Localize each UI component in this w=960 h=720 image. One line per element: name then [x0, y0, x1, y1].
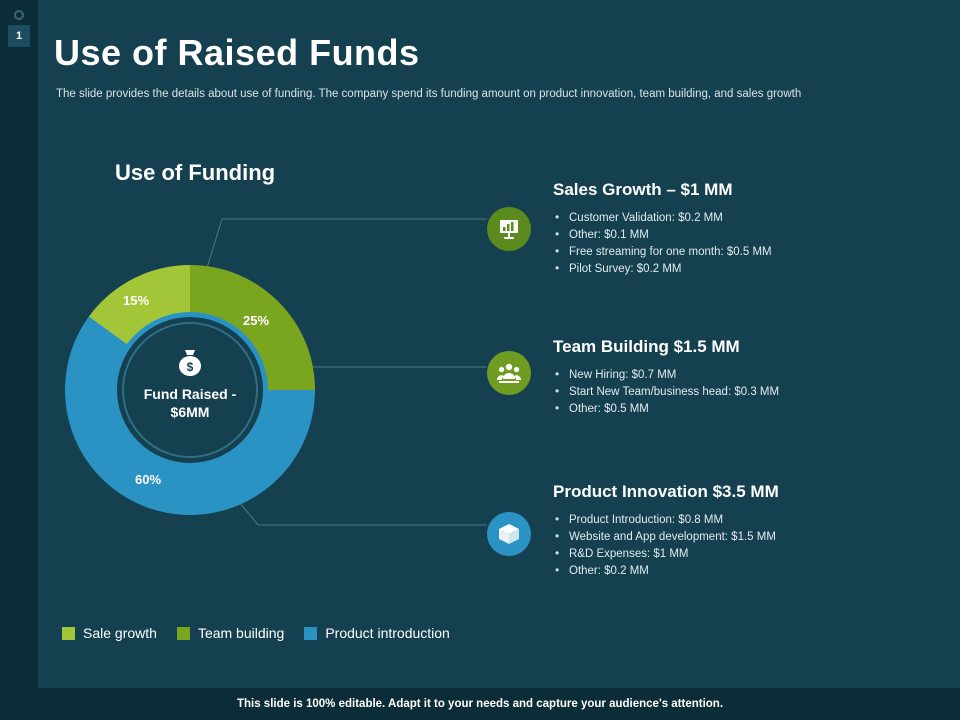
donut-center	[122, 322, 258, 458]
slice-label-product-introduction: 60%	[135, 472, 162, 487]
presentation-chart-icon	[487, 207, 531, 251]
page-subtitle: The slide provides the details about use of funding. The company spend its funding amount on product innovation, team building, and sales growth	[56, 88, 802, 100]
legend-swatch	[177, 627, 190, 640]
list-item: • R&D Expenses: $1 MM	[553, 546, 779, 563]
center-label-line1: Fund Raised -	[143, 386, 237, 402]
block-product-innovation	[553, 482, 779, 580]
list-item: • Product Introduction: $0.8 MM	[553, 512, 779, 529]
slide-number-badge: 1	[8, 25, 30, 47]
legend-swatch	[62, 627, 75, 640]
slice-label-team-building: 25%	[243, 313, 270, 328]
center-label-line2: $6MM	[170, 404, 210, 420]
package-box-icon	[487, 512, 531, 556]
chart-section-title: Use of Funding	[115, 160, 276, 185]
list-item: • Customer Validation: $0.2 MM	[553, 210, 772, 227]
funding-donut-chart	[65, 265, 315, 515]
list-item: • Other: $0.1 MM	[553, 227, 772, 244]
list-item: • Free streaming for one month: $0.5 MM	[553, 244, 772, 261]
left-edge-strip	[0, 0, 38, 720]
page-title: Use of Raised Funds	[54, 32, 420, 73]
block-heading: Team Building $1.5 MM	[553, 337, 740, 356]
footer-bar	[0, 688, 960, 720]
legend-swatch	[304, 627, 317, 640]
money-bag-icon	[173, 346, 207, 380]
list-item: • Start New Team/business head: $0.3 MM	[553, 384, 779, 401]
svg-text:$: $	[186, 360, 194, 374]
decorative-dot-icon	[14, 10, 24, 20]
list-item: • Pilot Survey: $0.2 MM	[553, 261, 772, 278]
block-list	[553, 210, 772, 278]
chart-legend	[62, 625, 450, 641]
donut-center-label	[144, 385, 237, 421]
legend-label: Sale growth	[83, 625, 157, 641]
block-list	[553, 367, 779, 418]
list-item: • Other: $0.5 MM	[553, 401, 779, 418]
block-heading: Product Innovation $3.5 MM	[553, 482, 779, 501]
block-sales-growth	[553, 180, 772, 278]
list-item: • Other: $0.2 MM	[553, 563, 779, 580]
legend-item-sale-growth	[62, 625, 157, 641]
footer-text: This slide is 100% editable. Adapt it to your needs and capture your audience's attention.	[236, 698, 724, 710]
block-team-building	[553, 337, 779, 418]
block-list	[553, 512, 779, 580]
block-heading: Sales Growth – $1 MM	[553, 180, 733, 199]
team-group-icon	[487, 351, 531, 395]
legend-item-team-building	[177, 625, 284, 641]
legend-item-product-introduction	[304, 625, 450, 641]
legend-label: Product introduction	[325, 625, 450, 641]
list-item: • New Hiring: $0.7 MM	[553, 367, 779, 384]
slice-label-sale-growth: 15%	[123, 293, 150, 308]
legend-label: Team building	[197, 625, 285, 641]
list-item: • Website and App development: $1.5 MM	[553, 529, 779, 546]
